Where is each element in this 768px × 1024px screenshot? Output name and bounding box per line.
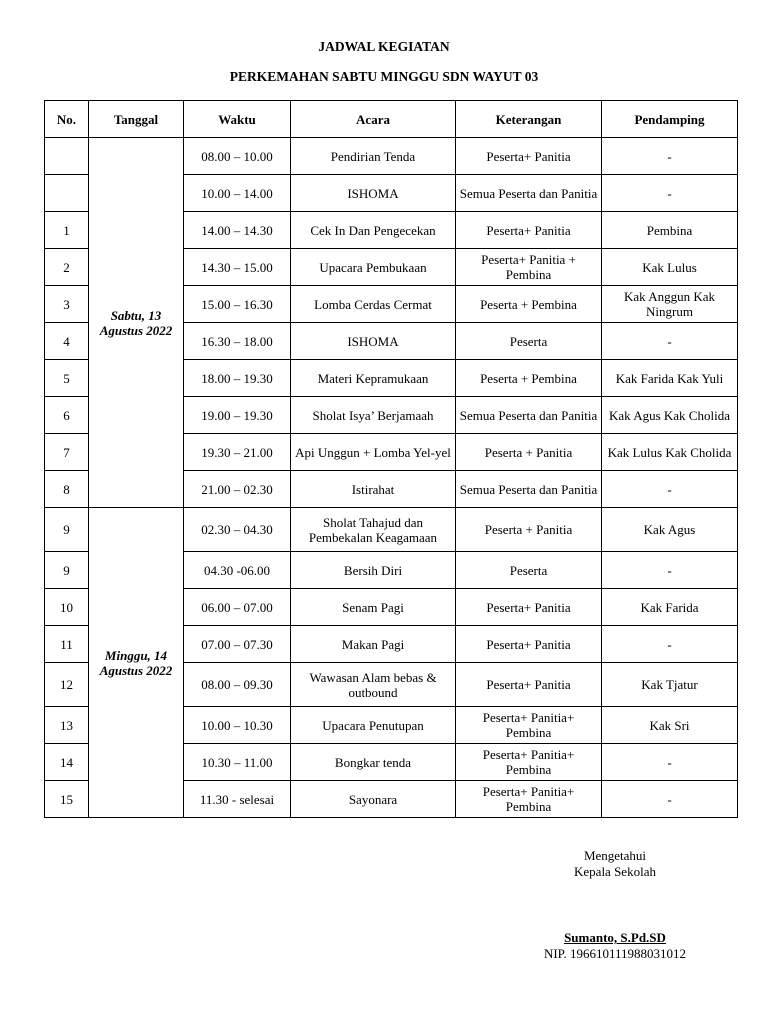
cell-keterangan: Semua Peserta dan Panitia <box>456 175 602 212</box>
cell-keterangan: Peserta <box>456 552 602 589</box>
cell-pendamping: Kak Agus Kak Cholida <box>602 397 738 434</box>
cell-acara: Api Unggun + Lomba Yel-yel <box>291 434 456 471</box>
cell-no: 11 <box>45 626 89 663</box>
cell-acara: Upacara Pembukaan <box>291 249 456 286</box>
cell-waktu: 14.30 – 15.00 <box>184 249 291 286</box>
cell-acara: Bongkar tenda <box>291 744 456 781</box>
cell-pendamping: Kak Farida <box>602 589 738 626</box>
cell-acara: ISHOMA <box>291 323 456 360</box>
cell-pendamping: - <box>602 323 738 360</box>
cell-pendamping: Kak Sri <box>602 707 738 744</box>
cell-keterangan: Peserta+ Panitia+ Pembina <box>456 707 602 744</box>
cell-pendamping: Pembina <box>602 212 738 249</box>
cell-keterangan: Peserta+ Panitia <box>456 626 602 663</box>
cell-no <box>45 175 89 212</box>
cell-pendamping: - <box>602 744 738 781</box>
cell-waktu: 07.00 – 07.30 <box>184 626 291 663</box>
cell-waktu: 19.00 – 19.30 <box>184 397 291 434</box>
cell-tanggal-minggu: Minggu, 14 Agustus 2022 <box>89 508 184 818</box>
signature-position-label: Kepala Sekolah <box>574 864 656 879</box>
col-header-acara: Acara <box>291 101 456 138</box>
cell-pendamping: Kak Lulus Kak Cholida <box>602 434 738 471</box>
cell-acara: Senam Pagi <box>291 589 456 626</box>
cell-no: 4 <box>45 323 89 360</box>
cell-pendamping: - <box>602 552 738 589</box>
cell-tanggal-sabtu: Sabtu, 13 Agustus 2022 <box>89 138 184 508</box>
document-title: JADWAL KEGIATAN <box>318 39 450 54</box>
cell-waktu: 14.00 – 14.30 <box>184 212 291 249</box>
document-subtitle: PERKEMAHAN SABTU MINGGU SDN WAYUT 03 <box>229 69 539 84</box>
cell-pendamping: Kak Lulus <box>602 249 738 286</box>
cell-pendamping: Kak Agus <box>602 508 738 552</box>
cell-waktu: 15.00 – 16.30 <box>184 286 291 323</box>
cell-no: 1 <box>45 212 89 249</box>
cell-acara: Pendirian Tenda <box>291 138 456 175</box>
cell-acara: Lomba Cerdas Cermat <box>291 286 456 323</box>
cell-acara: Sholat Isya’ Berjamaah <box>291 397 456 434</box>
cell-waktu: 08.00 – 09.30 <box>184 663 291 707</box>
cell-no: 9 <box>45 552 89 589</box>
cell-no <box>45 138 89 175</box>
cell-acara: Makan Pagi <box>291 626 456 663</box>
cell-pendamping: Kak Farida Kak Yuli <box>602 360 738 397</box>
cell-acara: Istirahat <box>291 471 456 508</box>
cell-keterangan: Semua Peserta dan Panitia <box>456 397 602 434</box>
table-header-row <box>45 101 738 138</box>
cell-waktu: 04.30 -06.00 <box>184 552 291 589</box>
cell-acara: Sayonara <box>291 781 456 818</box>
signatory-nip: NIP. 196610111988031012 <box>543 946 687 961</box>
cell-waktu: 10.00 – 14.00 <box>184 175 291 212</box>
cell-acara: Sholat Tahajud dan Pembekalan Keagamaan <box>291 508 456 552</box>
cell-pendamping: - <box>602 626 738 663</box>
cell-no: 5 <box>45 360 89 397</box>
cell-pendamping: - <box>602 175 738 212</box>
cell-acara: Bersih Diri <box>291 552 456 589</box>
cell-acara: Wawasan Alam bebas & outbound <box>291 663 456 707</box>
cell-no: 6 <box>45 397 89 434</box>
schedule-table <box>44 100 738 818</box>
cell-pendamping: Kak Anggun Kak Ningrum <box>602 286 738 323</box>
cell-waktu: 19.30 – 21.00 <box>184 434 291 471</box>
cell-keterangan: Peserta + Panitia <box>456 508 602 552</box>
table-row <box>45 138 738 175</box>
cell-no: 14 <box>45 744 89 781</box>
cell-waktu: 02.30 – 04.30 <box>184 508 291 552</box>
cell-waktu: 18.00 – 19.30 <box>184 360 291 397</box>
cell-waktu: 11.30 - selesai <box>184 781 291 818</box>
cell-keterangan: Peserta+ Panitia <box>456 212 602 249</box>
cell-no: 10 <box>45 589 89 626</box>
col-header-keterangan: Keterangan <box>456 101 602 138</box>
cell-keterangan: Peserta+ Panitia+ Pembina <box>456 781 602 818</box>
cell-pendamping: - <box>602 781 738 818</box>
cell-no: 9 <box>45 508 89 552</box>
cell-no: 3 <box>45 286 89 323</box>
cell-acara: Upacara Penutupan <box>291 707 456 744</box>
cell-keterangan: Peserta + Pembina <box>456 286 602 323</box>
cell-keterangan: Peserta+ Panitia+ Pembina <box>456 744 602 781</box>
cell-no: 8 <box>45 471 89 508</box>
cell-waktu: 08.00 – 10.00 <box>184 138 291 175</box>
cell-pendamping: Kak Tjatur <box>602 663 738 707</box>
cell-no: 7 <box>45 434 89 471</box>
cell-waktu: 10.30 – 11.00 <box>184 744 291 781</box>
cell-no: 2 <box>45 249 89 286</box>
cell-pendamping: - <box>602 138 738 175</box>
cell-keterangan: Peserta+ Panitia <box>456 138 602 175</box>
col-header-tanggal: Tanggal <box>89 101 184 138</box>
cell-waktu: 06.00 – 07.00 <box>184 589 291 626</box>
col-header-no: No. <box>45 101 89 138</box>
cell-no: 15 <box>45 781 89 818</box>
cell-keterangan: Peserta <box>456 323 602 360</box>
cell-acara: ISHOMA <box>291 175 456 212</box>
cell-acara: Materi Kepramukaan <box>291 360 456 397</box>
cell-keterangan: Peserta+ Panitia <box>456 589 602 626</box>
col-header-pendamping: Pendamping <box>602 101 738 138</box>
col-header-waktu: Waktu <box>184 101 291 138</box>
signatory-name: Sumanto, S.Pd.SD <box>564 930 666 945</box>
cell-keterangan: Semua Peserta dan Panitia <box>456 471 602 508</box>
cell-keterangan: Peserta + Pembina <box>456 360 602 397</box>
cell-keterangan: Peserta + Panitia <box>456 434 602 471</box>
signature-block <box>520 848 710 880</box>
cell-pendamping: - <box>602 471 738 508</box>
cell-keterangan: Peserta+ Panitia + Pembina <box>456 249 602 286</box>
cell-no: 13 <box>45 707 89 744</box>
cell-no: 12 <box>45 663 89 707</box>
signature-name-block <box>520 930 710 962</box>
cell-waktu: 21.00 – 02.30 <box>184 471 291 508</box>
signature-acknowledged-label: Mengetahui <box>583 848 647 863</box>
cell-acara: Cek In Dan Pengecekan <box>291 212 456 249</box>
table-row <box>45 508 738 552</box>
cell-waktu: 16.30 – 18.00 <box>184 323 291 360</box>
cell-keterangan: Peserta+ Panitia <box>456 663 602 707</box>
cell-waktu: 10.00 – 10.30 <box>184 707 291 744</box>
